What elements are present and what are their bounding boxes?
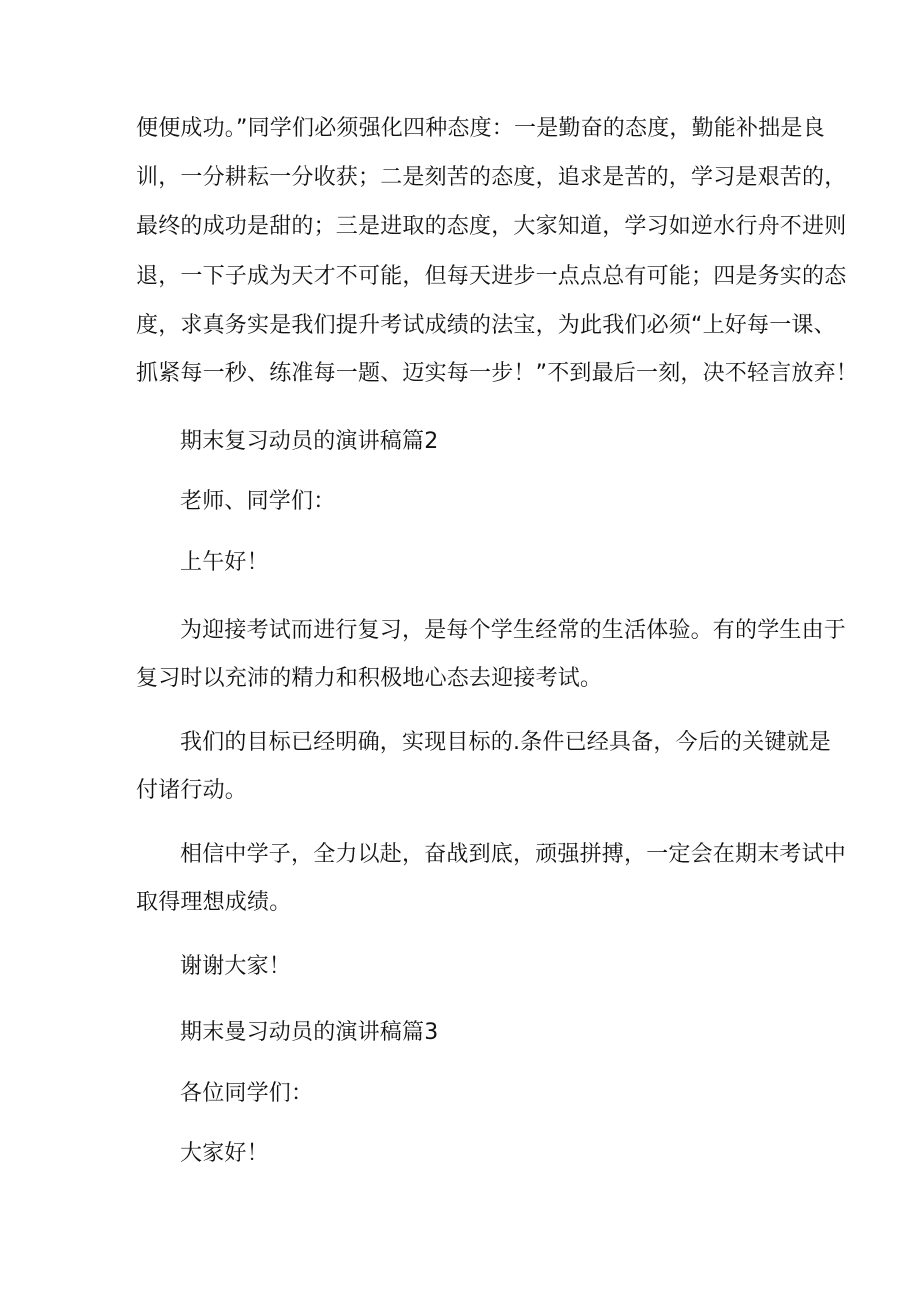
hello-3: 大家好！ xyxy=(180,1141,269,1166)
paragraph-1-line-5: 度，求真务实是我们提升考试成绩的法宝，为此我们必须“上好每一课、 xyxy=(136,313,836,338)
paragraph-4-line-2: 取得理想成绩。 xyxy=(136,890,292,915)
hello-2: 上午好！ xyxy=(180,550,269,575)
greeting-2: 老师、同学们： xyxy=(180,489,336,514)
greeting-3: 各位同学们： xyxy=(180,1081,314,1106)
section-heading-3: 期末曼习动员的演讲稿篇3 xyxy=(180,1020,439,1045)
paragraph-3-line-2: 付诸行动。 xyxy=(136,778,248,803)
paragraph-4-line-1: 相信中学子，全力以赴，奋战到底，顽强拼搏，一定会在期末考试中 xyxy=(180,842,847,867)
thanks-text: 谢谢大家！ xyxy=(180,954,292,979)
paragraph-2-line-2: 复习时以充沛的精力和积极地心态去迎接考试。 xyxy=(136,666,603,691)
paragraph-1-line-1: 便便成功。”同学们必须强化四种态度：一是勤奋的态度，勤能补拙是良 xyxy=(136,116,825,141)
paragraph-2-line-1: 为迎接考试而进行复习，是每个学生经常的生活体验。有的学生由于 xyxy=(180,618,847,643)
paragraph-1-line-4: 退，一下子成为天才不可能，但每天进步一点点总有可能；四是务实的态 xyxy=(136,264,847,289)
paragraph-3-line-1: 我们的目标已经明确，实现目标的.条件已经具备，今后的关键就是 xyxy=(180,730,831,755)
paragraph-1-line-2: 训，一分耕耘一分收获；二是刻苦的态度，追求是苦的，学习是艰苦的， xyxy=(136,165,847,190)
section-heading-2: 期末复习动员的演讲稿篇2 xyxy=(180,429,439,454)
paragraph-1-line-3: 最终的成功是甜的；三是进取的态度，大家知道，学习如逆水行舟不进则 xyxy=(136,214,847,239)
paragraph-1-line-6: 抓紧每一秒、练准每一题、迈实每一步！”不到最后一刻，决不轻言放弃！ xyxy=(136,361,858,386)
